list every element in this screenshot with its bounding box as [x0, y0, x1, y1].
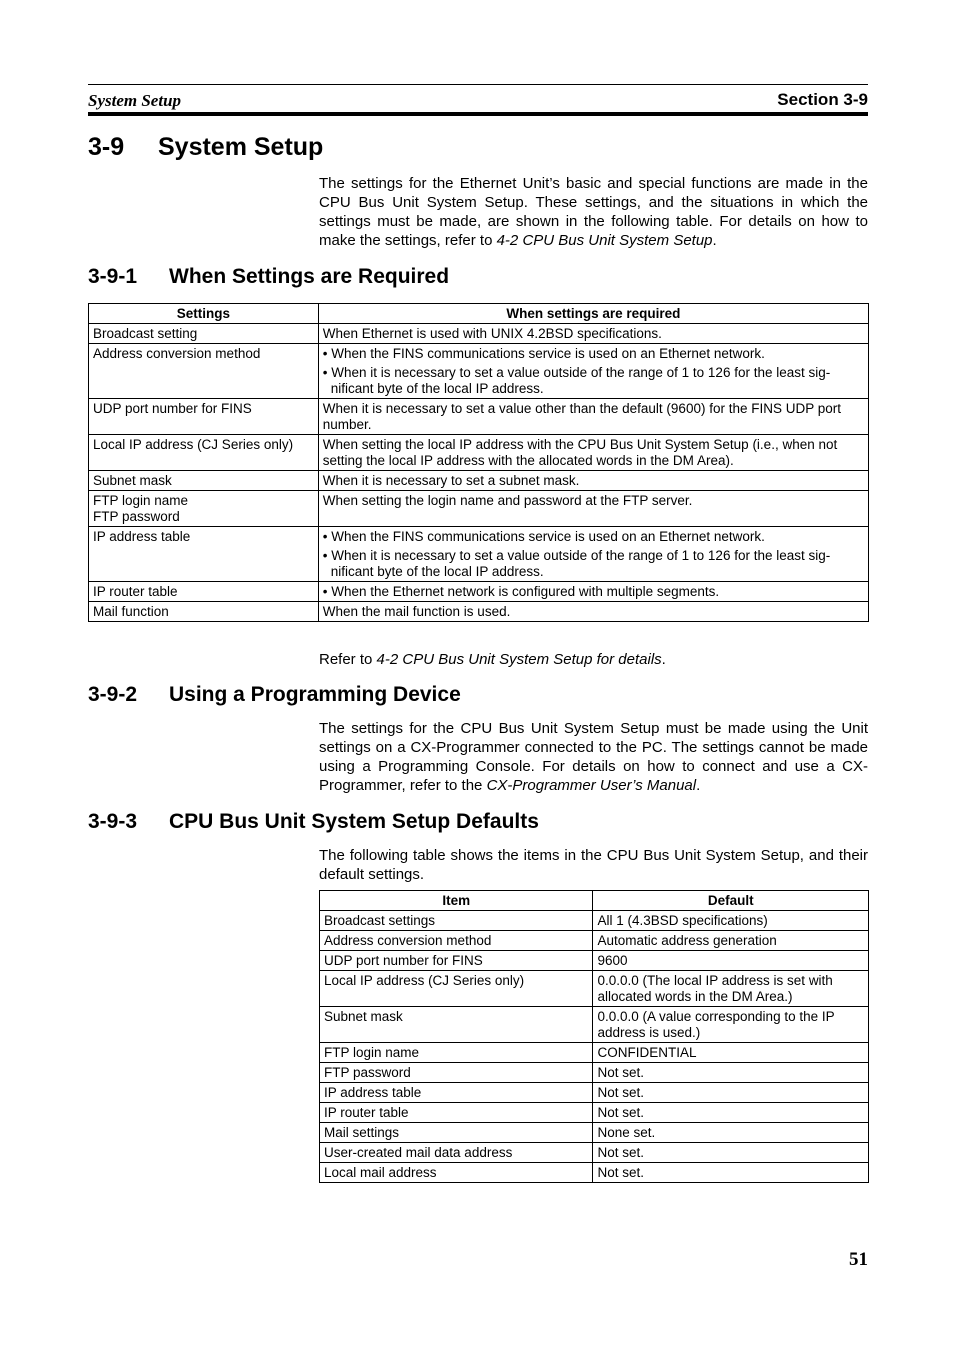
body-text: The settings for the CPU Bus Unit System Setup must be made using the Unit settings on a CX-Programmer connected to the PC. The settings cannot be made using a Programming Console. For details on how to connect and use a CX-Programmer, refer to the — [319, 720, 868, 794]
table-cell: CONFIDENTIAL — [593, 1043, 869, 1063]
table-header-row — [89, 304, 869, 324]
table-row — [89, 582, 869, 602]
section-heading — [88, 133, 323, 162]
column-header: Default — [593, 891, 869, 911]
table-cell: Broadcast setting — [89, 324, 319, 344]
table-cell: Address conversion method — [89, 344, 319, 399]
table-row — [320, 1007, 869, 1043]
table-cell: All 1 (4.3BSD specifications) — [593, 911, 869, 931]
table-cell: None set. — [593, 1123, 869, 1143]
table-cell: Not set. — [593, 1063, 869, 1083]
table-cell: UDP port number for FINS — [320, 951, 593, 971]
bullet-item: • When the FINS communications service is used on an Ethernet network. — [322, 346, 765, 361]
table-cell: When setting the local IP address with the CPU Bus Unit System Setup (i.e., when not setting the local IP address with the allocated words in the DM Area). — [318, 435, 868, 471]
table-row — [320, 971, 869, 1007]
subsection-heading-1 — [88, 265, 449, 289]
column-header: When settings are required — [318, 304, 868, 324]
table-cell: Not set. — [593, 1083, 869, 1103]
cell-line: FTP password — [93, 509, 180, 524]
page-number: 51 — [849, 1249, 868, 1270]
table-cell: User-created mail data address — [320, 1143, 593, 1163]
section-intro — [319, 174, 868, 250]
refer-note — [319, 650, 868, 669]
section-number: 3-9 — [88, 133, 125, 161]
table-cell: IP address table — [320, 1083, 593, 1103]
body-end: . — [696, 777, 701, 794]
subsection-number: 3-9-2 — [88, 683, 138, 706]
bullet-item: • When the FINS communications service is used on an Ethernet network. — [322, 529, 765, 544]
table-row — [320, 911, 869, 931]
subsection-number: 3-9-3 — [88, 810, 138, 833]
table-cell: Local mail address — [320, 1163, 593, 1183]
cell-line: FTP login name — [93, 493, 189, 508]
page-header — [88, 84, 868, 116]
table-cell: Mail function — [89, 602, 319, 622]
refer-reference: 4-2 CPU Bus Unit System Setup for details — [376, 651, 662, 668]
table-cell: • When the Ethernet network is configured with multiple segments. — [318, 582, 868, 602]
table-row — [320, 931, 869, 951]
table-cell: Broadcast settings — [320, 911, 593, 931]
section-title: System Setup — [158, 133, 324, 161]
table-cell: 0.0.0.0 (The local IP address is set with allocated words in the DM Area.) — [593, 971, 869, 1007]
header-chapter-title: System Setup — [88, 91, 182, 110]
table-cell: UDP port number for FINS — [89, 399, 319, 435]
table-row — [89, 324, 869, 344]
intro-end: . — [712, 232, 717, 249]
table-cell: Not set. — [593, 1103, 869, 1123]
table-row — [320, 1163, 869, 1183]
refer-text: Refer to — [319, 651, 377, 668]
subsection-title: CPU Bus Unit System Setup Defaults — [169, 810, 539, 833]
table-cell: Local IP address (CJ Series only) — [89, 435, 319, 471]
table-cell: Not set. — [593, 1163, 869, 1183]
table-cell: Subnet mask — [89, 471, 319, 491]
table-row — [320, 1143, 869, 1163]
table-row — [89, 602, 869, 622]
table-cell: When it is necessary to set a subnet mask. — [318, 471, 868, 491]
subsection-number: 3-9-1 — [88, 265, 138, 288]
table-cell: FTP password — [320, 1063, 593, 1083]
table-cell: Automatic address generation — [593, 931, 869, 951]
table-cell — [318, 527, 868, 582]
table-cell — [89, 491, 319, 527]
defaults-table — [319, 890, 869, 1183]
table-row — [89, 399, 869, 435]
table-cell: Not set. — [593, 1143, 869, 1163]
table-cell: Subnet mask — [320, 1007, 593, 1043]
programming-device-text — [319, 719, 868, 795]
table-cell: IP router table — [89, 582, 319, 602]
table-cell: IP address table — [89, 527, 319, 582]
table-cell: When Ethernet is used with UNIX 4.2BSD specifications. — [318, 324, 868, 344]
subsection-title: When Settings are Required — [169, 265, 450, 288]
table-row — [89, 491, 869, 527]
table-row — [320, 1083, 869, 1103]
bullet-item: • When it is necessary to set a value outside of the range of 1 to 126 for the least sig-nificant byte of the local IP address. — [322, 365, 831, 396]
table-cell: When setting the login name and password at the FTP server. — [318, 491, 868, 527]
table-row — [320, 951, 869, 971]
table-cell: 9600 — [593, 951, 869, 971]
table-row — [89, 471, 869, 491]
table-row — [320, 1063, 869, 1083]
settings-required-table — [88, 303, 869, 622]
table-row — [320, 1103, 869, 1123]
table-cell: FTP login name — [320, 1043, 593, 1063]
column-header: Item — [320, 891, 593, 911]
table-cell: Local IP address (CJ Series only) — [320, 971, 593, 1007]
table-cell: 0.0.0.0 (A value corresponding to the IP address is used.) — [593, 1007, 869, 1043]
table-cell: When it is necessary to set a value other than the default (9600) for the FINS UDP port number. — [318, 399, 868, 435]
intro-reference: 4-2 CPU Bus Unit System Setup — [496, 232, 713, 249]
table-row — [320, 1123, 869, 1143]
refer-end: . — [661, 651, 666, 668]
table-row — [89, 344, 869, 399]
bullet-item: • When it is necessary to set a value outside of the range of 1 to 126 for the least sig-nificant byte of the local IP address. — [322, 548, 831, 579]
table-row — [89, 527, 869, 582]
header-section-label: Section 3-9 — [777, 90, 868, 109]
table-header-row — [320, 891, 869, 911]
table-row — [320, 1043, 869, 1063]
table-cell — [318, 344, 868, 399]
subsection-heading-3 — [88, 810, 539, 834]
table-row — [89, 435, 869, 471]
table-cell: Mail settings — [320, 1123, 593, 1143]
table-cell: IP router table — [320, 1103, 593, 1123]
subsection-title: Using a Programming Device — [169, 683, 461, 706]
subsection-heading-2 — [88, 683, 461, 707]
table-cell: Address conversion method — [320, 931, 593, 951]
table-cell: When the mail function is used. — [318, 602, 868, 622]
manual-reference: CX-Programmer User’s Manual — [486, 777, 697, 794]
intro-text: The settings for the Ethernet Unit’s basic and special functions are made in the CPU Bus Unit System Setup. These settings, and the situations in which the settings must be made, are shown in the following table. For details on how to make the settings, refer to — [319, 175, 868, 249]
defaults-intro-text: The following table shows the items in the CPU Bus Unit System Setup, and their default settings. — [319, 847, 868, 883]
column-header: Settings — [89, 304, 319, 324]
